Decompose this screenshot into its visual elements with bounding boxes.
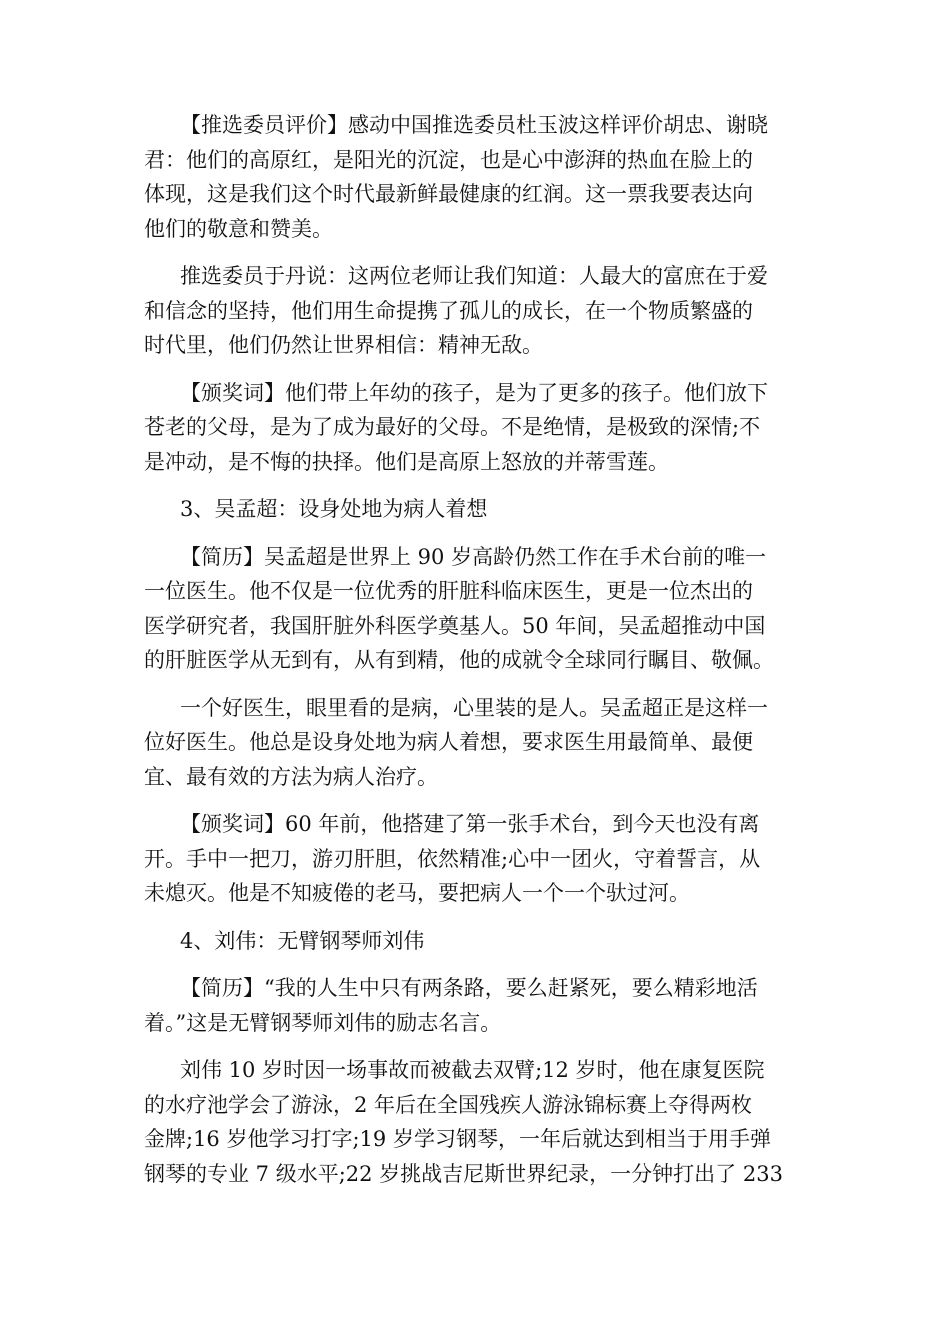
text-line: 刘伟 10 岁时因一场事故而被截去双臂;12 岁时，他在康复医院: [180, 1058, 765, 1082]
text-line: 推选委员于丹说：这两位老师让我们知道：人最大的富庶在于爱: [180, 264, 768, 288]
paragraph-award-speech-2: [144, 807, 808, 911]
text-line: 【简历】吴孟超是世界上 90 岁高龄仍然工作在手术台前的唯一: [180, 544, 767, 569]
text-line: 君：他们的高原红，是阳光的沉淀，也是心中澎湃的热血在脸上的: [144, 147, 753, 172]
text-line: 的肝脏医学从无到有，从有到精，他的成就令全球同行瞩目、敬佩。: [144, 648, 774, 672]
paragraph-award-speech-1: [144, 376, 808, 480]
text-line: 位好医生。他总是设身处地为病人着想，要求医生用最简单、最便: [144, 730, 753, 754]
text-line: 一个好医生，眼里看的是病，心里装的是人。吴孟超正是这样一: [180, 695, 768, 720]
text-line: 他们的敬意和赞美。: [144, 216, 333, 241]
text-line: 钢琴的专业 7 级水平;22 岁挑战吉尼斯世界纪录，一分钟打出了 233: [144, 1161, 783, 1186]
text-line: 和信念的坚持，他们用生命提携了孤儿的成长，在一个物质繁盛的: [144, 298, 753, 323]
text-line: 3、吴孟超：设身处地为病人着想: [180, 497, 488, 521]
paragraph-recommendation-review: [144, 108, 808, 246]
text-line: 时代里，他们仍然让世界相信：精神无敌。: [144, 333, 543, 357]
text-line: 【颁奖词】他们带上年幼的孩子，是为了更多的孩子。他们放下: [180, 380, 768, 405]
text-line: 【颁奖词】60 年前，他搭建了第一张手术台，到今天也没有离: [180, 812, 760, 836]
text-line: 【推选委员评价】感动中国推选委员杜玉波这样评价胡忠、谢晓: [180, 113, 768, 137]
text-line: 金牌;16 岁他学习打字;19 岁学习钢琴，一年后就达到相当于用手弹: [144, 1127, 771, 1151]
text-line: 的水疗池学会了游泳，2 年后在全国残疾人游泳锦标赛上夺得两枚: [144, 1092, 753, 1117]
text-line: 着。”这是无臂钢琴师刘伟的励志名言。: [144, 1010, 502, 1035]
paragraph-liu-resume: [144, 971, 808, 1040]
text-line: 4、刘伟：无臂钢琴师刘伟: [180, 928, 425, 953]
text-line: 宜、最有效的方法为病人治疗。: [144, 764, 438, 789]
text-line: 一位医生。他不仅是一位优秀的肝脏科临床医生，更是一位杰出的: [144, 579, 753, 603]
text-line: 开。手中一把刀，游刃肝胆，依然精准;心中一团火，守着誓言，从: [144, 846, 761, 871]
paragraph-wu-resume: [144, 540, 808, 678]
text-line: 未熄灭。他是不知疲倦的老马，要把病人一个一个驮过河。: [144, 881, 690, 905]
text-line: 医学研究者，我国肝脏外科医学奠基人。50 年间，吴孟超推动中国: [144, 613, 766, 638]
text-line: 苍老的父母，是为了成为最好的父母。不是绝情，是极致的深情;不: [144, 415, 761, 439]
text-line: 是冲动，是不悔的抉择。他们是高原上怒放的并蒂雪莲。: [144, 449, 669, 474]
paragraph-good-doctor: [144, 691, 808, 795]
text-line: 体现，这是我们这个时代最新鲜最健康的红润。这一票我要表达向: [144, 182, 753, 206]
paragraph-yu-dan-comment: [144, 259, 808, 363]
document-body: [144, 108, 808, 1204]
section-heading-liu-wei: [144, 924, 808, 959]
paragraph-liu-story: [144, 1053, 808, 1191]
text-line: 【简历】“我的人生中只有两条路，要么赶紧死，要么精彩地活: [180, 976, 758, 1000]
section-heading-wu-mengchao: [144, 492, 808, 527]
